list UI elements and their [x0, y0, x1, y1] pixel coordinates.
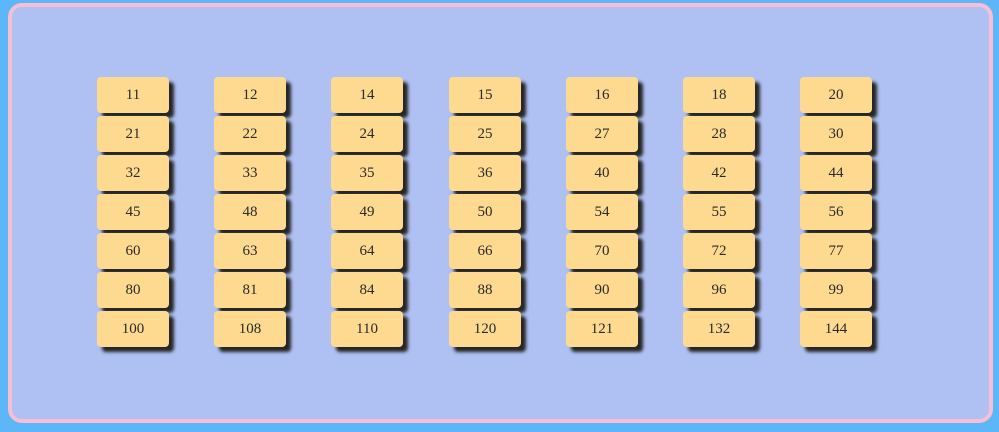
number-tile[interactable]: 120 [449, 311, 521, 347]
number-tile[interactable]: 36 [449, 155, 521, 191]
number-tile[interactable]: 72 [683, 233, 755, 269]
number-tile[interactable]: 44 [800, 155, 872, 191]
number-tile[interactable]: 49 [331, 194, 403, 230]
number-tile[interactable]: 56 [800, 194, 872, 230]
number-tile[interactable]: 11 [97, 77, 169, 113]
number-tile[interactable]: 88 [449, 272, 521, 308]
number-tile[interactable]: 25 [449, 116, 521, 152]
number-tile[interactable]: 77 [800, 233, 872, 269]
number-tile[interactable]: 144 [800, 311, 872, 347]
number-tile[interactable]: 60 [97, 233, 169, 269]
number-tile[interactable]: 12 [214, 77, 286, 113]
number-tile[interactable]: 40 [566, 155, 638, 191]
number-tile[interactable]: 64 [331, 233, 403, 269]
number-tile[interactable]: 50 [449, 194, 521, 230]
number-tile[interactable]: 96 [683, 272, 755, 308]
number-tile[interactable]: 42 [683, 155, 755, 191]
number-tile[interactable]: 121 [566, 311, 638, 347]
number-tile[interactable]: 100 [97, 311, 169, 347]
number-tile[interactable]: 30 [800, 116, 872, 152]
number-tile[interactable]: 55 [683, 194, 755, 230]
number-tile[interactable]: 32 [97, 155, 169, 191]
number-tile[interactable]: 33 [214, 155, 286, 191]
number-tile[interactable]: 81 [214, 272, 286, 308]
number-tile[interactable]: 63 [214, 233, 286, 269]
number-tile[interactable]: 90 [566, 272, 638, 308]
number-tile[interactable]: 15 [449, 77, 521, 113]
number-tile[interactable]: 22 [214, 116, 286, 152]
number-tile[interactable]: 66 [449, 233, 521, 269]
number-tile[interactable]: 84 [331, 272, 403, 308]
number-tile[interactable]: 48 [214, 194, 286, 230]
number-tile[interactable]: 27 [566, 116, 638, 152]
number-tile[interactable]: 14 [331, 77, 403, 113]
number-tile[interactable]: 16 [566, 77, 638, 113]
number-tile[interactable]: 24 [331, 116, 403, 152]
number-tile[interactable]: 45 [97, 194, 169, 230]
number-tile[interactable]: 54 [566, 194, 638, 230]
number-tile[interactable]: 21 [97, 116, 169, 152]
number-tile[interactable]: 18 [683, 77, 755, 113]
number-tile[interactable]: 99 [800, 272, 872, 308]
number-tile[interactable]: 28 [683, 116, 755, 152]
game-board [8, 3, 993, 423]
number-tile[interactable]: 80 [97, 272, 169, 308]
number-tile[interactable]: 70 [566, 233, 638, 269]
number-tile[interactable]: 35 [331, 155, 403, 191]
number-tile[interactable]: 108 [214, 311, 286, 347]
number-tile[interactable]: 20 [800, 77, 872, 113]
number-tile[interactable]: 110 [331, 311, 403, 347]
number-tile[interactable]: 132 [683, 311, 755, 347]
